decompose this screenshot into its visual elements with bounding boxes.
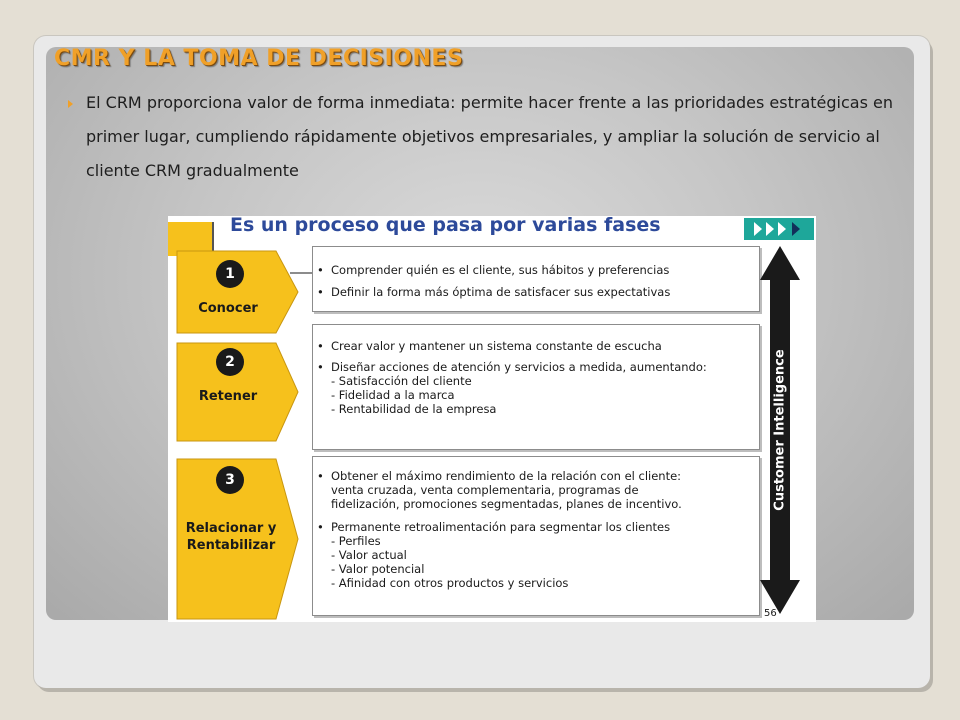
stage-2-subitem: - Fidelidad a la marca <box>331 388 455 402</box>
stage-number: 3 <box>216 466 244 494</box>
stage-3 <box>176 458 300 620</box>
stage-2 <box>176 342 300 442</box>
stage-3-subitem: - Afinidad con otros productos y servicios <box>331 576 569 590</box>
stage-3-subitem: - Valor actual <box>331 548 407 562</box>
figure-page-number: 56 <box>764 608 777 619</box>
chevron-deco-icon <box>744 218 814 240</box>
bullet-text: El CRM proporciona valor de forma inmediata: permite hacer frente a las prioridades estratégicas en primer lugar, cumpliendo rápidamente objetivos empresariales, y ampliar la solución de servicio al cliente CRM gradualmente <box>86 93 893 180</box>
stage-3-bullet-cont: venta cruzada, venta complementaria, programas de <box>331 483 639 497</box>
stage-3-bullet-cont: fidelización, promociones segmentadas, planes de incentivo. <box>331 497 682 511</box>
stage-label: Conocer <box>198 301 258 316</box>
stage-2-bullet: • Crear valor y mantener un sistema constante de escucha <box>313 339 759 353</box>
stage-1 <box>176 250 300 334</box>
slide-bullet <box>68 95 898 197</box>
stage-3-subitem: - Valor potencial <box>331 562 425 576</box>
stage-1-bullet: • Comprender quién es el cliente, sus hábitos y preferencias <box>313 263 759 277</box>
customer-intelligence-label: Customer Intelligence <box>772 349 788 511</box>
stage-number: 1 <box>216 260 244 288</box>
chevron-deco-arrow <box>792 222 800 236</box>
stage-label-line: Rentabilizar <box>186 538 276 553</box>
stage-3-bullet: • Obtener el máximo rendimiento de la relación con el cliente: <box>313 469 759 483</box>
stage-3-bullet: • Permanente retroalimentación para segmentar los clientes <box>313 520 759 534</box>
chevron-deco-arrow <box>766 222 774 236</box>
slide-title: CMR Y LA TOMA DE DECISIONES <box>54 46 464 71</box>
stage-number: 2 <box>216 348 244 376</box>
stage-2-subitem: - Rentabilidad de la empresa <box>331 402 497 416</box>
figure-heading: Es un proceso que pasa por varias fases <box>230 216 661 236</box>
process-figure <box>168 216 816 622</box>
stage-connector <box>290 272 314 274</box>
chevron-deco-arrow <box>754 222 762 236</box>
stage-2-bullet: • Diseñar acciones de atención y servicios a medida, aumentando: <box>313 360 759 374</box>
stage-2-box <box>312 324 760 450</box>
stage-1-box <box>312 246 760 312</box>
stage-1-bullet: • Definir la forma más óptima de satisfacer sus expectativas <box>313 285 759 299</box>
stage-label-line: Relacionar y <box>185 521 277 536</box>
stage-3-box <box>312 456 760 616</box>
figure-corner-tab <box>168 222 212 252</box>
bullet-arrow-icon <box>68 100 73 108</box>
stage-3-subitem: - Perfiles <box>331 534 381 548</box>
stage-label: Retener <box>198 389 258 404</box>
chevron-deco-arrow <box>778 222 786 236</box>
stage-2-subitem: - Satisfacción del cliente <box>331 374 472 388</box>
